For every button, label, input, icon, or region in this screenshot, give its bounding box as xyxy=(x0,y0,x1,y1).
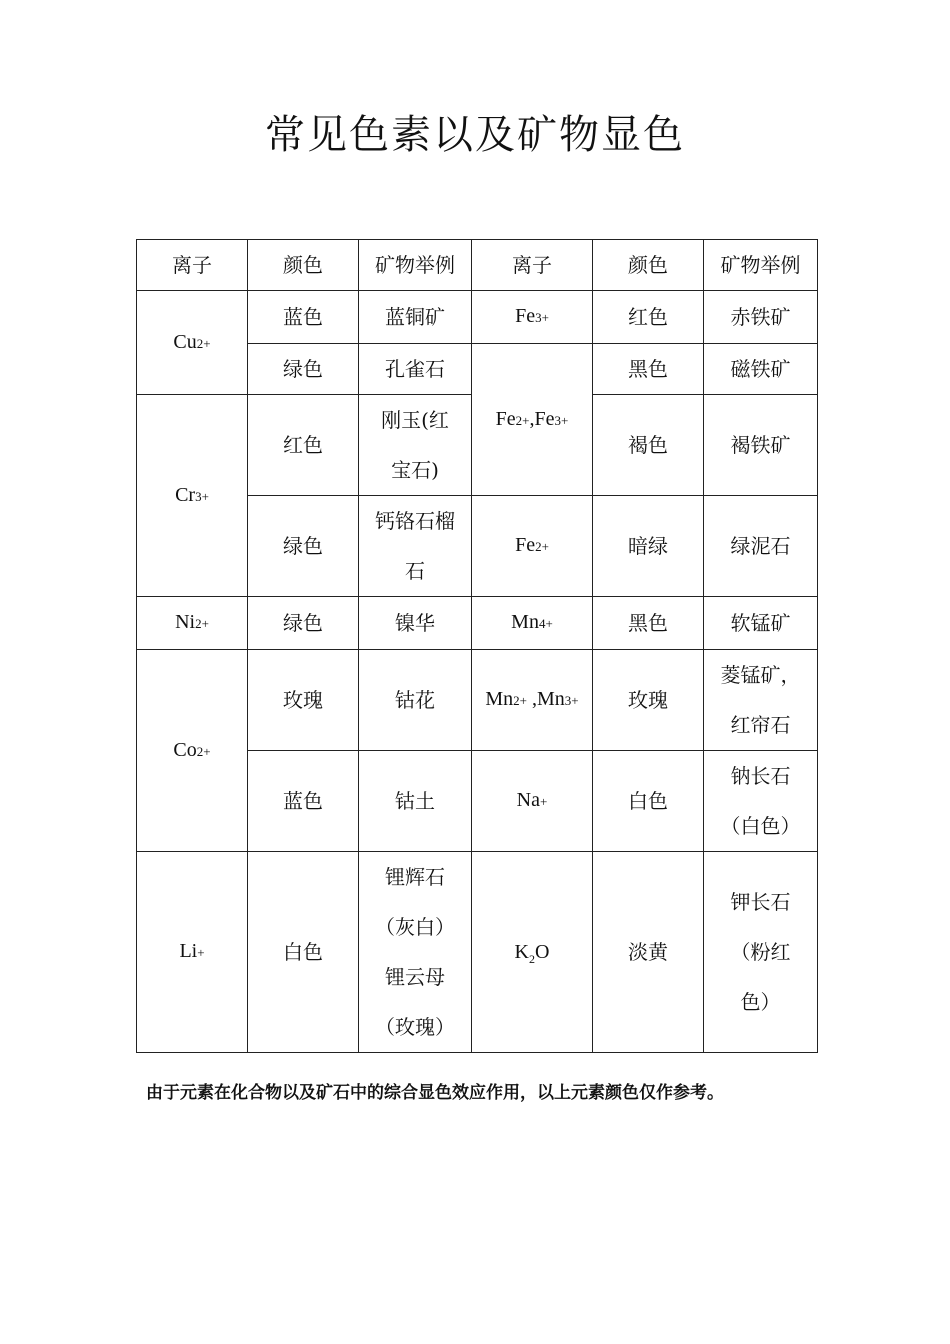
mineral-cell: 镍华 xyxy=(359,597,472,650)
mineral-line: 色） xyxy=(740,990,781,1014)
ion-cell-li: Li+ xyxy=(137,852,248,1053)
table-row xyxy=(137,291,818,344)
color-cell: 绿色 xyxy=(248,597,359,650)
mineral-cell xyxy=(704,650,818,751)
color-cell: 白色 xyxy=(248,852,359,1053)
ion-cell-fe23: Fe2+,Fe3+ xyxy=(472,344,593,496)
color-cell: 蓝色 xyxy=(248,291,359,344)
mineral-line: 锂辉石 xyxy=(385,865,445,889)
mineral-line: 锂云母 xyxy=(385,965,445,989)
mineral-line: （粉红 xyxy=(730,940,791,964)
page-title: 常见色素以及矿物显色 xyxy=(265,112,685,158)
color-cell: 红色 xyxy=(593,291,704,344)
footnote: 由于元素在化合物以及矿石中的综合显色效应作用，以上元素颜色仅作参考。 xyxy=(146,1083,724,1103)
header-ion-2: 离子 xyxy=(472,240,593,291)
mineral-cell xyxy=(704,852,818,1053)
mineral-cell: 赤铁矿 xyxy=(704,291,818,344)
ion-cell-co: Co2+ xyxy=(137,650,248,852)
color-cell: 暗绿 xyxy=(593,496,704,597)
mineral-cell: 刚玉(红宝石) xyxy=(359,395,472,496)
ion-cell-na: Na+ xyxy=(472,751,593,852)
header-ion: 离子 xyxy=(137,240,248,291)
mineral-cell: 磁铁矿 xyxy=(704,344,818,395)
mineral-line: （灰白） xyxy=(375,915,455,939)
mineral-cell: 蓝铜矿 xyxy=(359,291,472,344)
color-cell: 绿色 xyxy=(248,344,359,395)
mineral-cell: 褐铁矿 xyxy=(704,395,818,496)
mineral-line: （玫瑰） xyxy=(375,1015,455,1039)
ion-cell-mn4: Mn4+ xyxy=(472,597,593,650)
table-header-row xyxy=(137,240,818,291)
color-cell: 黑色 xyxy=(593,597,704,650)
ion-cell-ni: Ni2+ xyxy=(137,597,248,650)
mineral-line: （白色） xyxy=(720,814,801,838)
mineral-cell: 钙铬石榴石 xyxy=(359,496,472,597)
color-cell: 红色 xyxy=(248,395,359,496)
color-cell: 绿色 xyxy=(248,496,359,597)
ion-cell-k2o: $K_2O$ xyxy=(472,852,593,1053)
mineral-color-table xyxy=(136,239,818,1053)
mineral-line: 菱锰矿， xyxy=(720,663,801,687)
header-mineral: 矿物举例 xyxy=(359,240,472,291)
table-row xyxy=(137,852,818,1053)
ion-cell-mn23: Mn2+ ,Mn3+ xyxy=(472,650,593,751)
mineral-line: 红帘石 xyxy=(730,713,791,737)
ion-cell-cr: Cr3+ xyxy=(137,395,248,597)
color-cell: 淡黄 xyxy=(593,852,704,1053)
color-cell: 白色 xyxy=(593,751,704,852)
mineral-line: 钾长石 xyxy=(730,890,791,914)
ion-cell-fe2: Fe2+ xyxy=(472,496,593,597)
color-cell: 黑色 xyxy=(593,344,704,395)
ion-cell-cu: Cu2+ xyxy=(137,291,248,395)
header-mineral-2: 矿物举例 xyxy=(704,240,818,291)
table-row xyxy=(137,650,818,751)
mineral-cell: 绿泥石 xyxy=(704,496,818,597)
mineral-cell xyxy=(359,852,472,1053)
header-color: 颜色 xyxy=(248,240,359,291)
table-row xyxy=(137,597,818,650)
mineral-cell: 孔雀石 xyxy=(359,344,472,395)
mineral-cell xyxy=(704,751,818,852)
ion-cell-fe3: Fe3+ xyxy=(472,291,593,344)
mineral-line: 钠长石 xyxy=(730,764,791,788)
mineral-cell: 钴土 xyxy=(359,751,472,852)
mineral-cell: 软锰矿 xyxy=(704,597,818,650)
mineral-cell: 钴花 xyxy=(359,650,472,751)
color-cell: 褐色 xyxy=(593,395,704,496)
color-cell: 蓝色 xyxy=(248,751,359,852)
color-cell: 玫瑰 xyxy=(593,650,704,751)
color-cell: 玫瑰 xyxy=(248,650,359,751)
header-color-2: 颜色 xyxy=(593,240,704,291)
